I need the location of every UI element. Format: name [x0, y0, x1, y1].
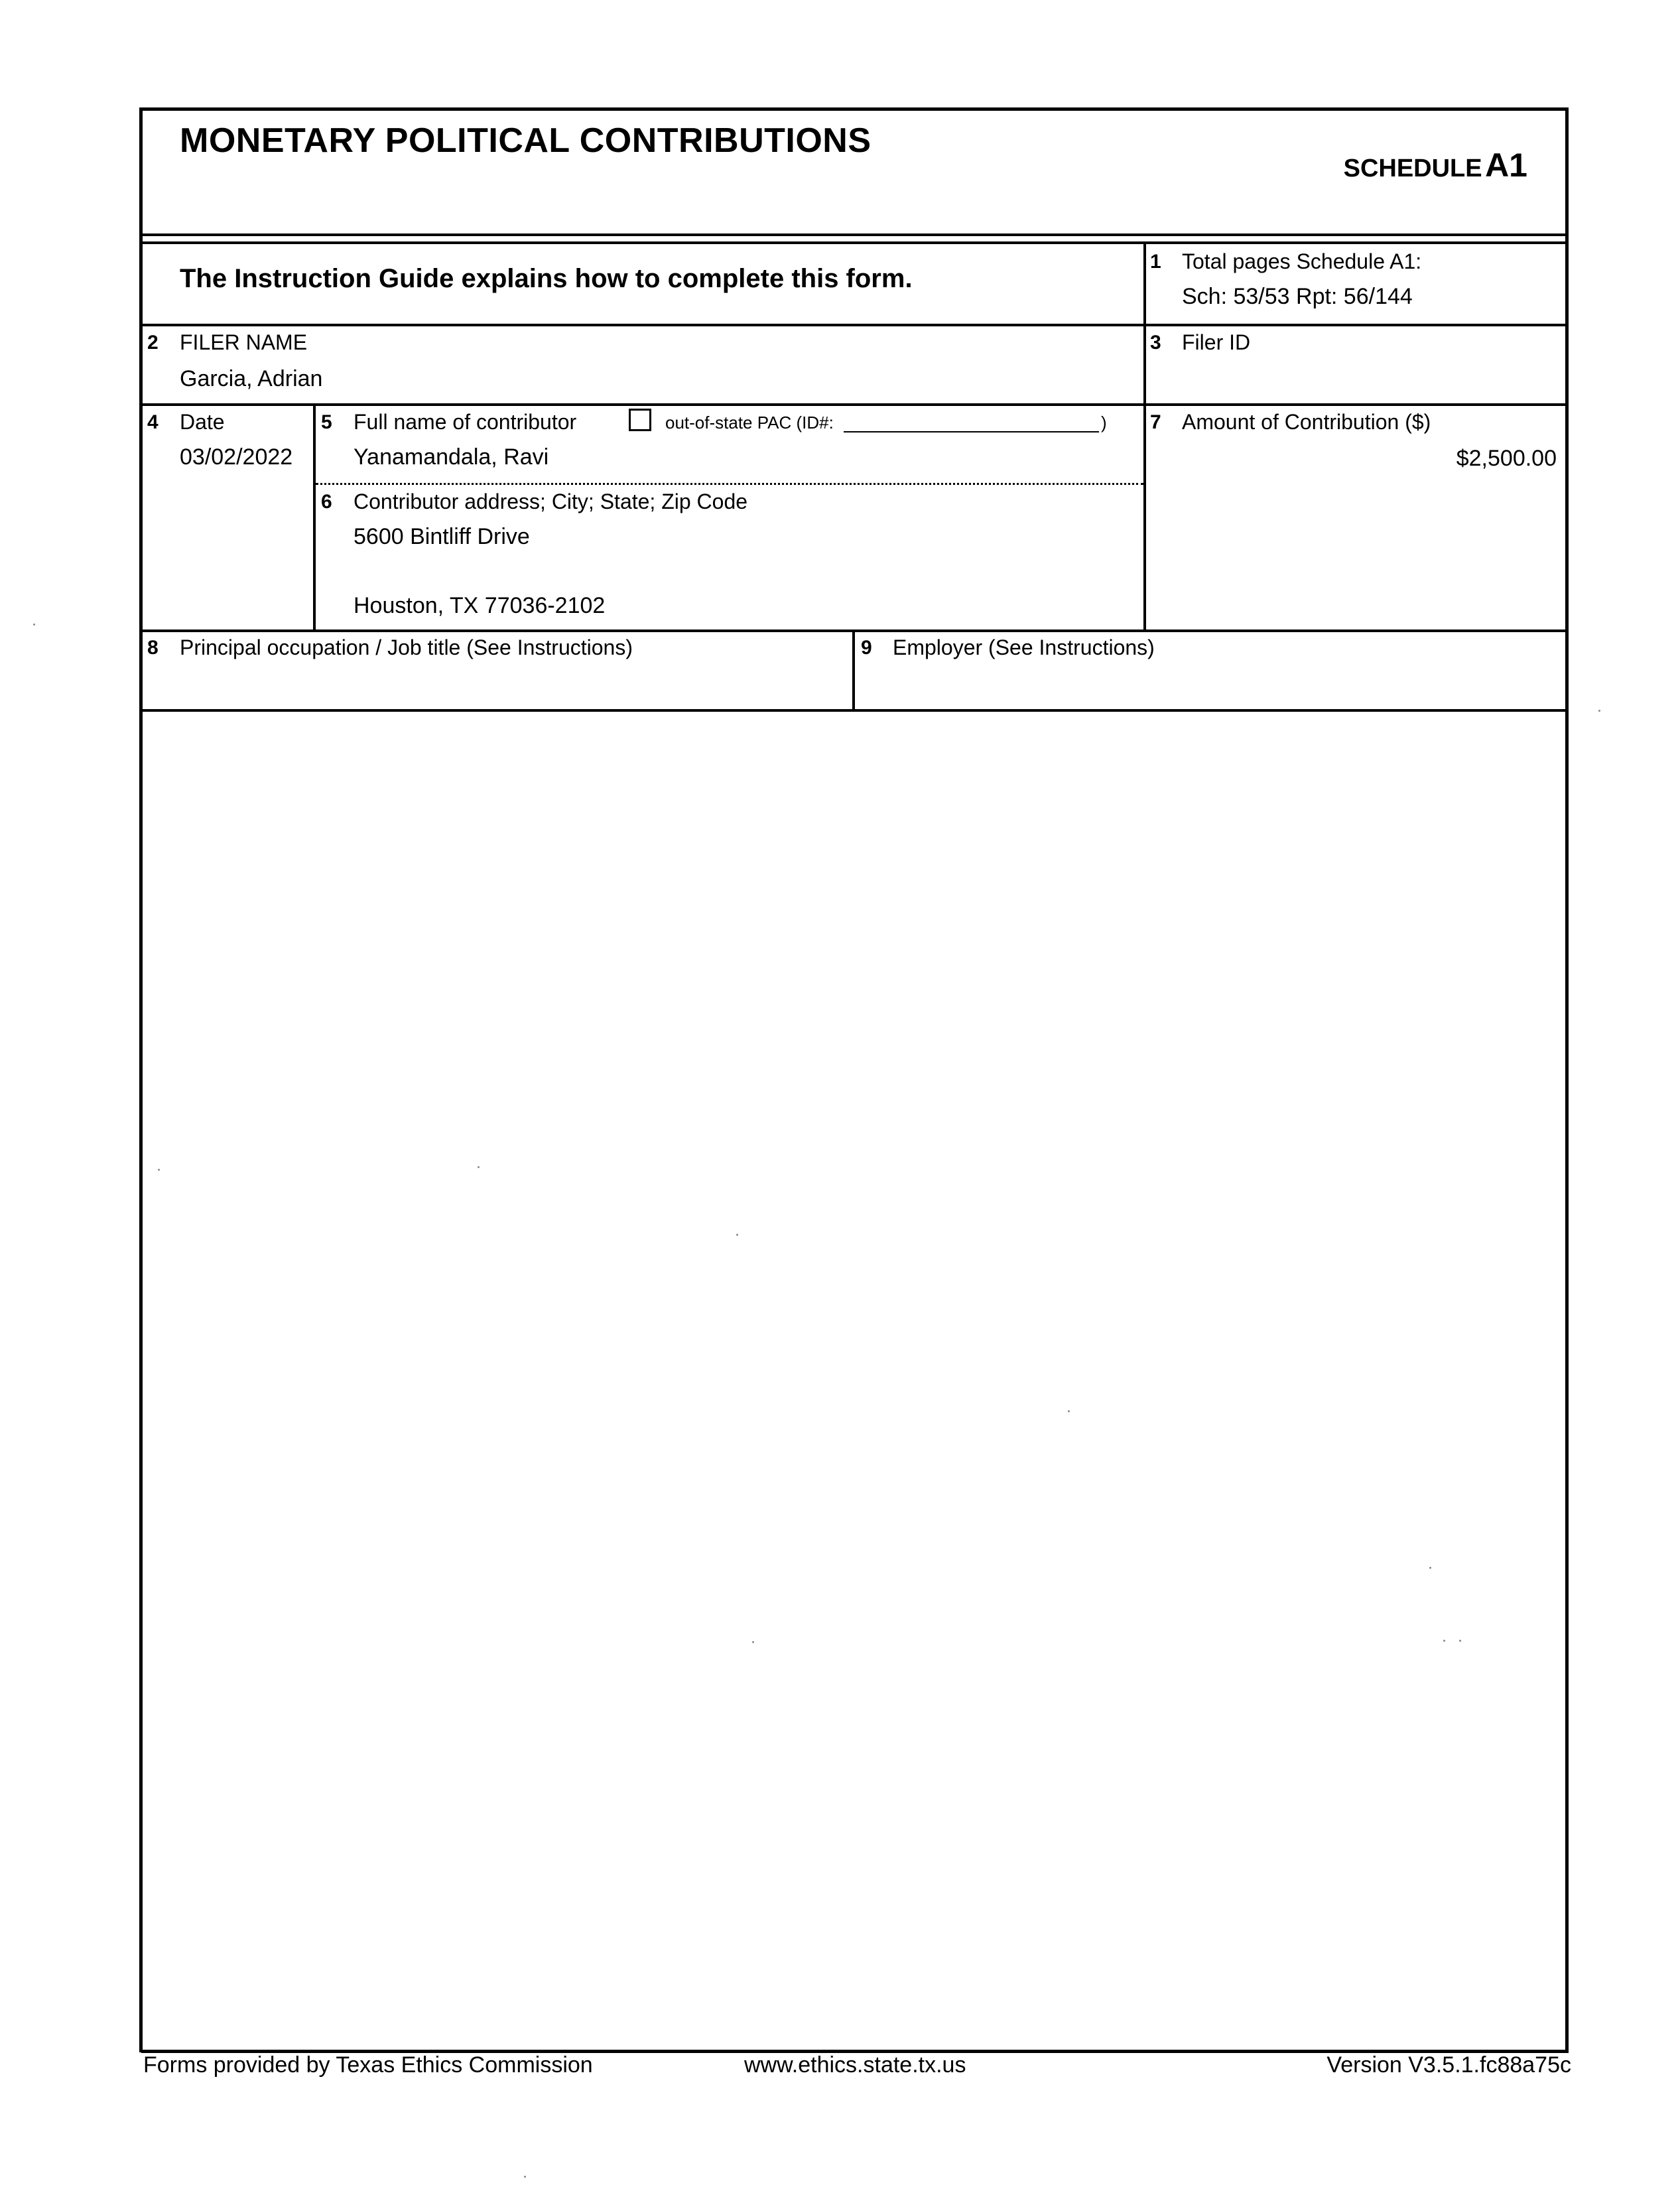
filer-name-label: FILER NAME	[180, 330, 308, 354]
amount-label: Amount of Contribution ($)	[1182, 410, 1431, 434]
total-pages-label: Total pages Schedule A1:	[1182, 249, 1422, 273]
pac-id-close: )	[1101, 413, 1107, 432]
field-9-number: 9	[861, 637, 872, 659]
form-title: MONETARY POLITICAL CONTRIBUTIONS	[180, 121, 872, 160]
amount-value[interactable]: $2,500.00	[1456, 446, 1557, 471]
filer-name-value[interactable]: Garcia, Adrian	[180, 366, 323, 391]
date-label: Date	[180, 410, 225, 434]
footer-provider: Forms provided by Texas Ethics Commission	[143, 2052, 593, 2078]
pac-id-underline[interactable]	[844, 431, 1099, 432]
filer-id-label: Filer ID	[1182, 330, 1251, 354]
date-value[interactable]: 03/02/2022	[180, 444, 293, 470]
pac-id-label: out-of-state PAC (ID#:	[665, 413, 834, 432]
out-of-state-pac-checkbox[interactable]	[629, 409, 651, 431]
contributor-name-value[interactable]: Yanamandala, Ravi	[354, 444, 549, 470]
occupation-label: Principal occupation / Job title (See Instructions)	[180, 635, 633, 659]
field-4-number: 4	[147, 411, 159, 433]
footer-url[interactable]: www.ethics.state.tx.us	[744, 2052, 966, 2078]
schedule-label	[1344, 146, 1527, 184]
instruction-text: The Instruction Guide explains how to complete this form.	[180, 264, 913, 293]
footer-version: Version V3.5.1.fc88a75c	[1326, 2052, 1571, 2078]
employer-label: Employer (See Instructions)	[893, 635, 1155, 659]
total-pages-value: Sch: 53/53 Rpt: 56/144	[1182, 284, 1413, 309]
field-5-number: 5	[321, 411, 332, 433]
field-3-number: 3	[1150, 332, 1161, 354]
schedule-word: SCHEDULE	[1343, 155, 1482, 182]
contributor-address-label: Contributor address; City; State; Zip Code	[354, 490, 748, 513]
field-6-number: 6	[321, 491, 332, 513]
field-8-number: 8	[147, 637, 159, 659]
field-7-number: 7	[1150, 411, 1161, 433]
contributor-address-line1[interactable]: 5600 Bintliff Drive	[354, 524, 530, 549]
contributor-address-line2[interactable]: Houston, TX 77036-2102	[354, 593, 606, 618]
schedule-code: A1	[1485, 147, 1527, 184]
contributor-name-label: Full name of contributor	[354, 410, 577, 434]
field-2-number: 2	[147, 332, 159, 354]
field-1-number: 1	[1150, 251, 1161, 273]
